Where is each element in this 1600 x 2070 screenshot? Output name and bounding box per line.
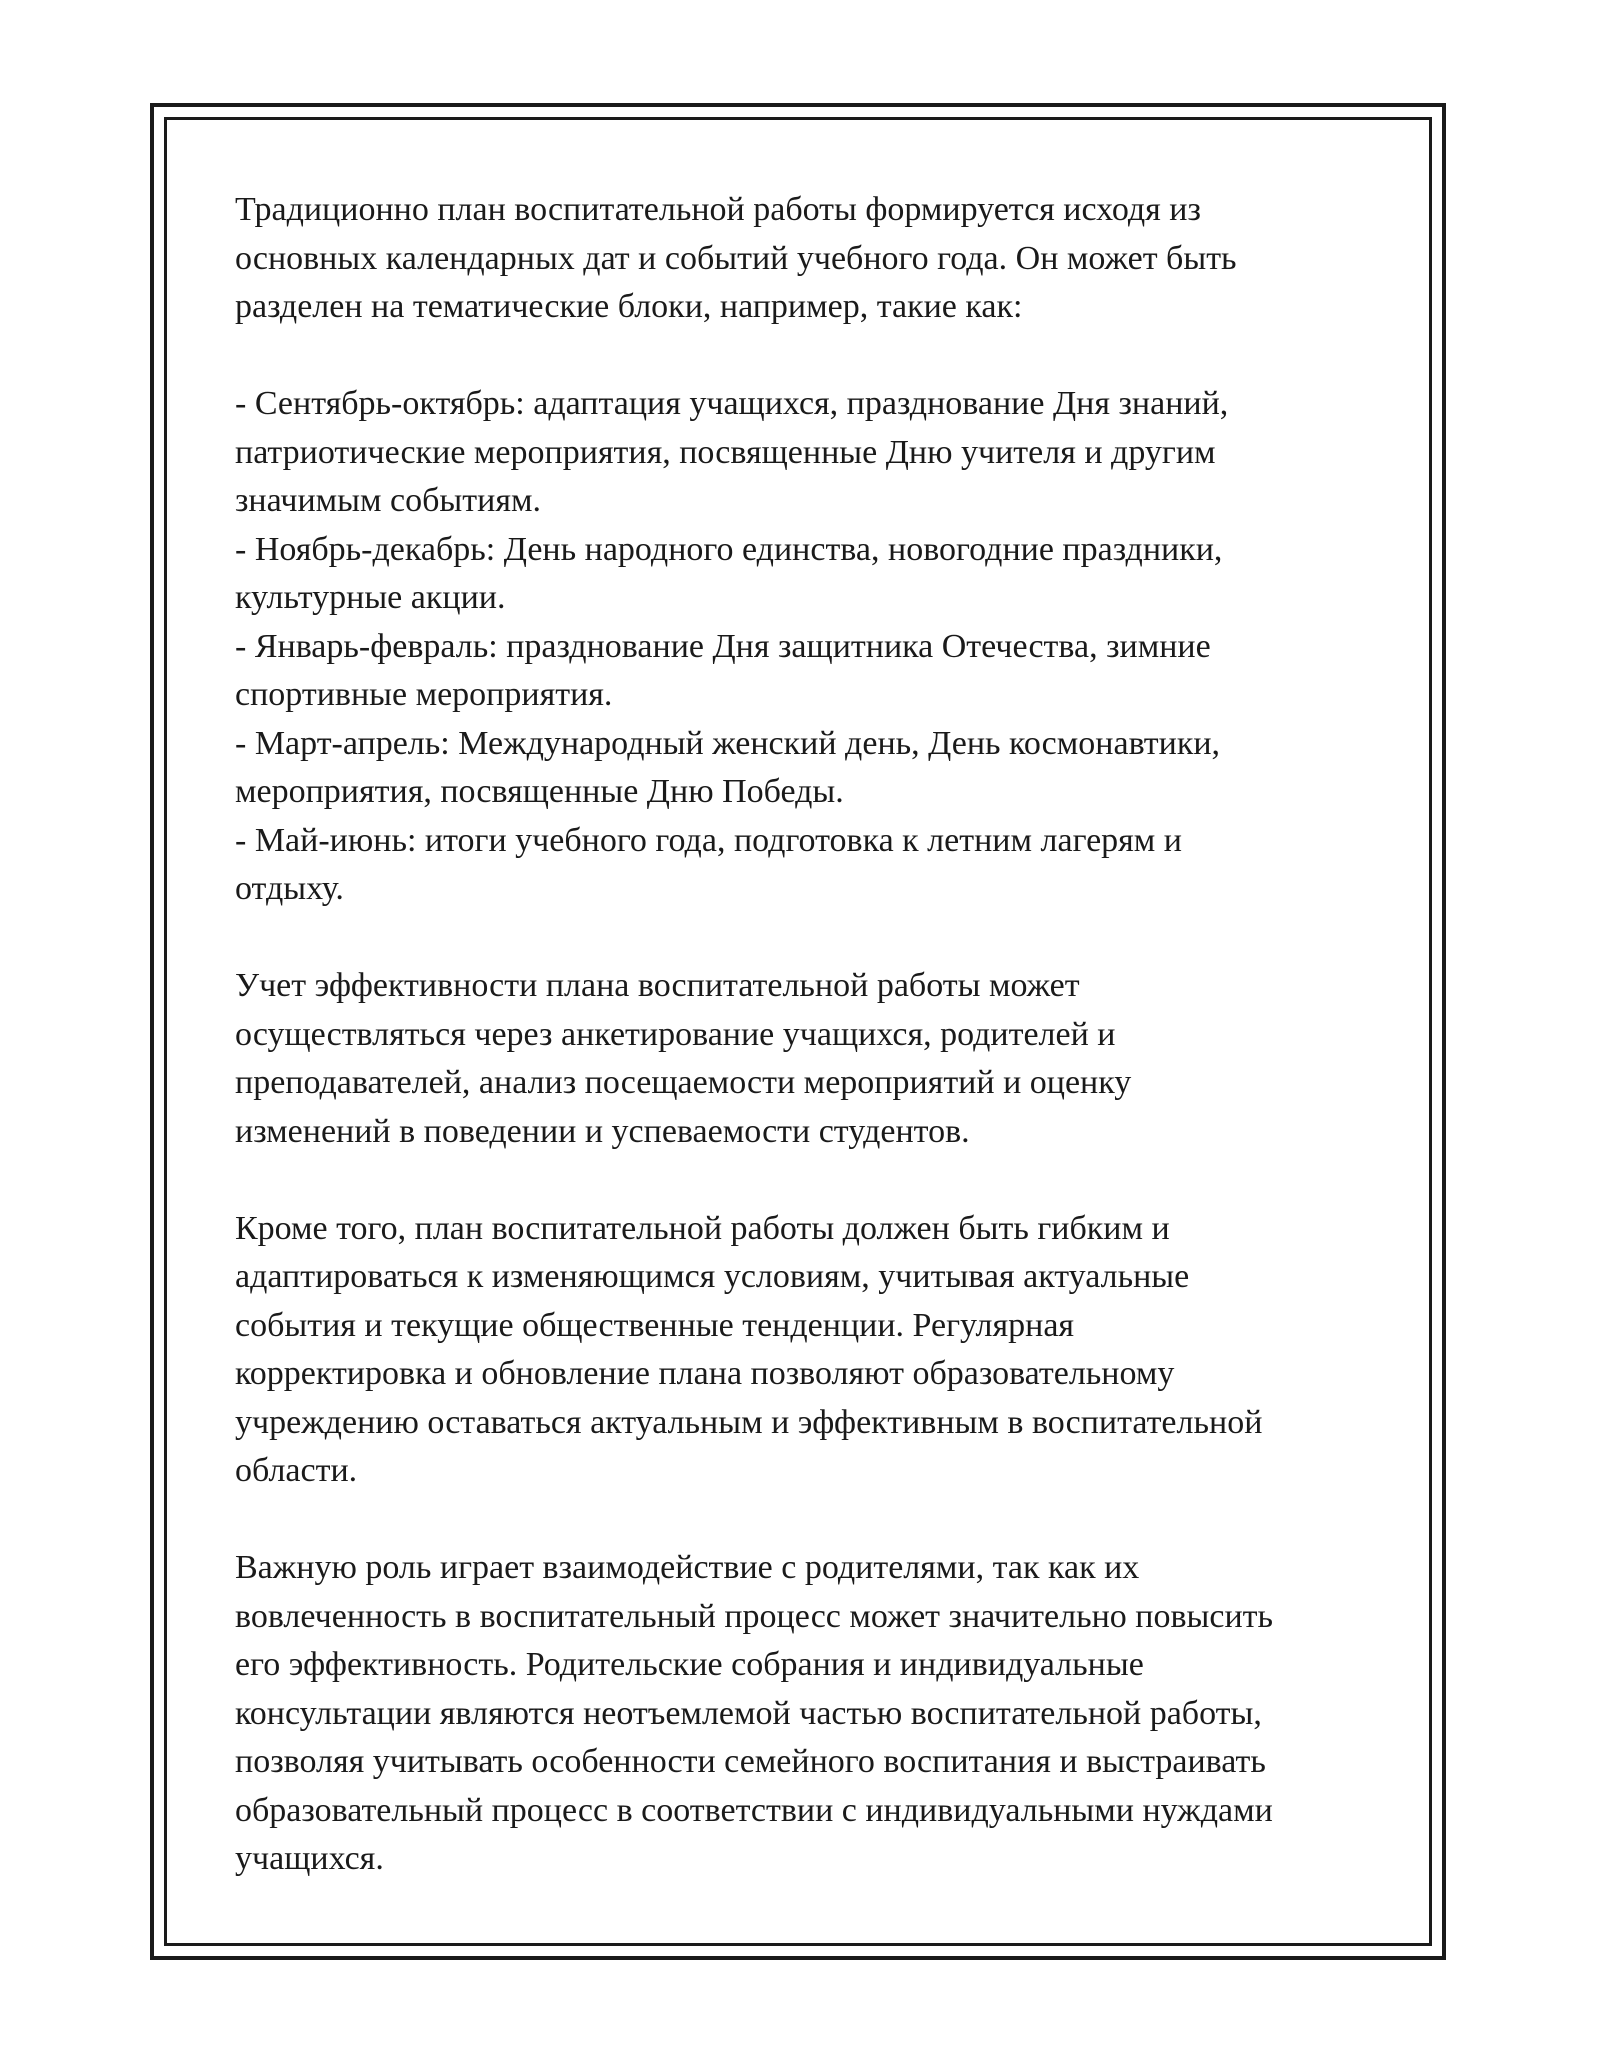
paragraph-gap xyxy=(235,1496,1375,1545)
list-item-line: - Март-апрель: Международный женский день, День космонавтики, xyxy=(235,724,1221,762)
list-item-line: - Ноябрь-декабрь: День народного единства, новогодние праздники, xyxy=(235,530,1223,568)
list-item-line: отдыху. xyxy=(235,870,344,907)
text-line: разделен на тематические блоки, например, такие как: xyxy=(235,288,1023,325)
list-item-line: патриотические мероприятия, посвященные Дню учителя и другим xyxy=(235,433,1216,471)
text-line: Традиционно план воспитательной работы формируется исходя из xyxy=(235,191,1201,228)
text-line: его эффективность. Родительские собрания и индивидуальные xyxy=(235,1646,1144,1683)
paragraph-intro xyxy=(235,186,1375,332)
document-body xyxy=(235,186,1375,1884)
text-line: учащихся. xyxy=(235,1840,384,1877)
text-line: вовлеченность в воспитательный процесс может значительно повысить xyxy=(235,1597,1274,1635)
list-item-line: мероприятия, посвященные Дню Победы. xyxy=(235,773,844,810)
list-item-line: культурные акции. xyxy=(235,579,506,616)
paragraph-gap xyxy=(235,914,1375,963)
list-item-line: - Январь-февраль: празднование Дня защитника Отечества, зимние xyxy=(235,627,1211,665)
text-line: консультации являются неотъемлемой частью воспитательной работы, xyxy=(235,1694,1262,1732)
text-line: учреждению оставаться актуальным и эффективным в воспитательной xyxy=(235,1403,1263,1441)
text-line: преподавателей, анализ посещаемости мероприятий и оценку xyxy=(235,1064,1132,1101)
paragraph-gap xyxy=(235,1156,1375,1205)
text-line: Важную роль играет взаимодействие с родителями, так как их xyxy=(235,1549,1140,1586)
list-item-line: значимым событиям. xyxy=(235,482,541,519)
text-line: основных календарных дат и событий учебного года. Он может быть xyxy=(235,239,1237,277)
list-item-line: - Сентябрь-октябрь: адаптация учащихся, празднование Дня знаний, xyxy=(235,385,1229,422)
paragraph-parents xyxy=(235,1544,1375,1884)
thematic-blocks-list xyxy=(235,380,1375,914)
text-line: Учет эффективности плана воспитательной работы может xyxy=(235,967,1080,1004)
paragraph-effectiveness xyxy=(235,962,1375,1156)
text-line: осуществляться через анкетирование учащихся, родителей и xyxy=(235,1015,1116,1053)
paragraph-gap xyxy=(235,332,1375,381)
text-line: позволяя учитывать особенности семейного воспитания и выстраивать xyxy=(235,1743,1266,1780)
text-line: образовательный процесс в соответствии с индивидуальными нуждами xyxy=(235,1791,1273,1829)
list-item-line: спортивные мероприятия. xyxy=(235,676,613,713)
text-line: Кроме того, план воспитательной работы должен быть гибким и xyxy=(235,1209,1170,1247)
text-line: адаптироваться к изменяющимся условиям, учитывая актуальные xyxy=(235,1258,1190,1295)
text-line: корректировка и обновление плана позволяют образовательному xyxy=(235,1355,1175,1392)
list-item-line: - Май-июнь: итоги учебного года, подготовка к летним лагерям и xyxy=(235,821,1183,859)
paragraph-flexibility xyxy=(235,1205,1375,1496)
text-line: изменений в поведении и успеваемости студентов. xyxy=(235,1112,970,1150)
text-line: события и текущие общественные тенденции. Регулярная xyxy=(235,1306,1075,1344)
text-line: области. xyxy=(235,1452,358,1489)
